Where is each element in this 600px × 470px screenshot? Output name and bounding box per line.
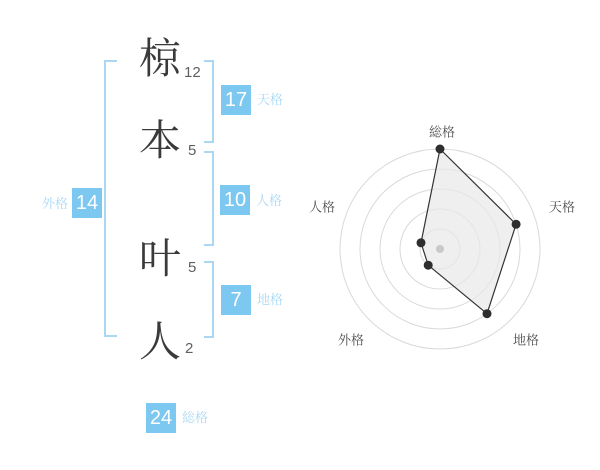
tenkaku-bracket xyxy=(212,60,214,143)
soukaku-label: 総格 xyxy=(182,410,209,425)
jinkaku-bracket-top-tick xyxy=(204,151,214,153)
tenkaku-label: 天格 xyxy=(257,92,284,107)
stroke-count-3: 5 xyxy=(188,259,197,276)
radar-point-総格 xyxy=(436,145,445,154)
axis-label-chikaku: 地格 xyxy=(512,332,540,348)
chikaku-value-box: 7 xyxy=(221,285,251,315)
name-char-2: 本 xyxy=(138,117,181,164)
soukaku-value-box: 24 xyxy=(146,403,176,433)
axis-label-jinkaku: 人格 xyxy=(308,199,336,215)
name-char-3: 叶 xyxy=(138,235,181,282)
radar-point-地格 xyxy=(483,309,492,318)
gaikaku-bracket xyxy=(104,60,106,337)
stroke-count-4: 2 xyxy=(185,340,194,357)
chikaku-label: 地格 xyxy=(257,292,284,307)
radar-point-外格 xyxy=(424,261,433,270)
gaikaku-bracket-top-tick xyxy=(104,60,117,62)
tenkaku-value-box: 17 xyxy=(221,85,251,115)
stroke-count-2: 5 xyxy=(188,142,197,159)
stroke-count-1: 12 xyxy=(184,64,201,81)
radar-center-dot xyxy=(436,245,444,253)
gaikaku-label: 外格 xyxy=(42,196,69,211)
radar-data-polygon xyxy=(417,145,521,319)
jinkaku-bracket xyxy=(212,151,214,246)
radar-point-天格 xyxy=(512,220,521,229)
radar-point-人格 xyxy=(417,238,426,247)
gaikaku-value-box: 14 xyxy=(72,188,102,218)
name-char-4: 人 xyxy=(138,318,181,365)
axis-label-gaikaku: 外格 xyxy=(337,332,365,348)
jinkaku-label: 人格 xyxy=(256,193,283,208)
chikaku-bracket-top-tick xyxy=(204,261,214,263)
axis-label-tenkaku: 天格 xyxy=(548,199,576,215)
gaikaku-bracket-bottom-tick xyxy=(104,335,117,337)
chikaku-bracket xyxy=(212,261,214,338)
jinkaku-bracket-bottom-tick xyxy=(204,244,214,246)
fortune-radar-chart xyxy=(290,105,590,375)
chikaku-bracket-bottom-tick xyxy=(204,336,214,338)
name-char-1: 椋 xyxy=(138,35,181,82)
tenkaku-bracket-bottom-tick xyxy=(204,141,214,143)
axis-label-soukaku: 総格 xyxy=(428,124,456,140)
tenkaku-bracket-top-tick xyxy=(204,60,214,62)
jinkaku-value-box: 10 xyxy=(220,185,250,215)
